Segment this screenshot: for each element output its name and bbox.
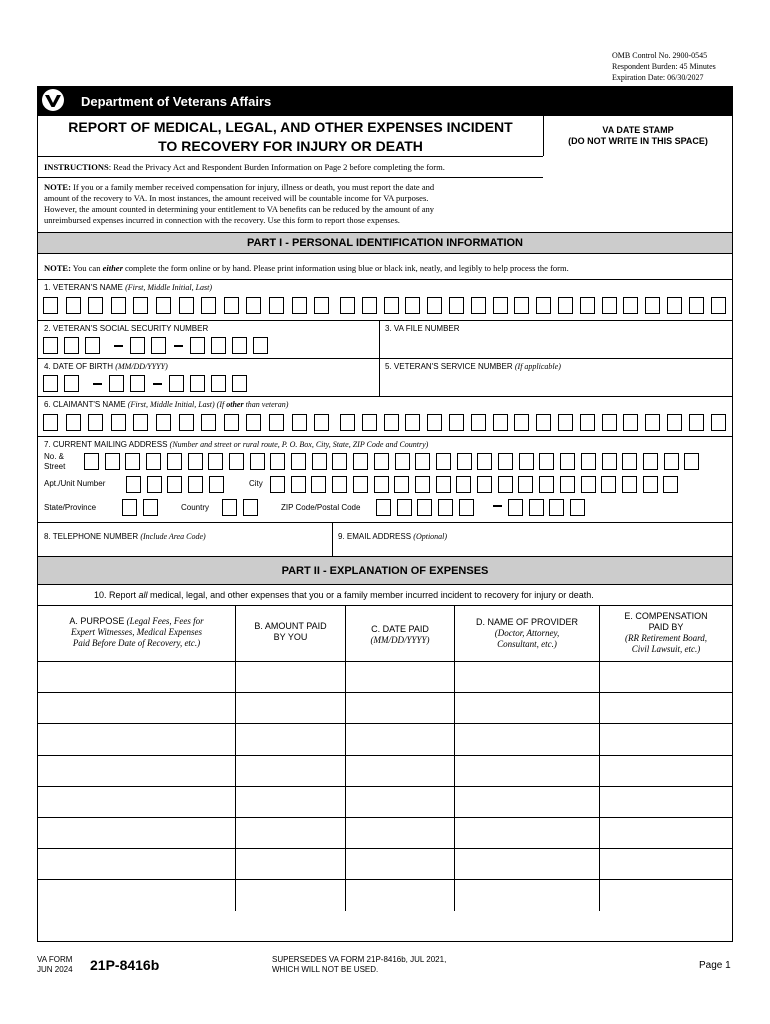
expense-compensation-cell[interactable] <box>599 848 732 879</box>
street-box[interactable] <box>229 453 244 470</box>
city-box[interactable] <box>456 476 471 493</box>
zip-code-box[interactable] <box>459 499 474 516</box>
note-label: NOTE: <box>44 182 71 192</box>
ssn-part2-box[interactable] <box>130 337 145 354</box>
col-c-hint: (MM/DD/YYYY) <box>370 635 430 645</box>
apt-unit-box[interactable] <box>147 476 162 493</box>
claimant-last-name-box[interactable] <box>449 414 464 431</box>
department-header <box>37 86 733 115</box>
claimant-first-name-box[interactable] <box>66 414 81 431</box>
first-name-box[interactable] <box>133 297 148 314</box>
claimant-last-name-box[interactable] <box>493 414 508 431</box>
veteran-name-section <box>38 279 732 320</box>
street-box[interactable] <box>415 453 430 470</box>
city-box[interactable] <box>663 476 678 493</box>
col-d-title: D. NAME OF PROVIDER <box>475 617 578 627</box>
form-title-line1: REPORT OF MEDICAL, LEGAL, AND OTHER EXPENSES INCIDENT <box>68 119 513 135</box>
city-box[interactable] <box>477 476 492 493</box>
expense-amount-cell[interactable] <box>235 817 345 848</box>
telephone-label: 8. TELEPHONE NUMBER <box>44 532 139 541</box>
apt-unit-box[interactable] <box>188 476 203 493</box>
expense-date-cell[interactable] <box>345 661 454 692</box>
street-box[interactable] <box>602 453 617 470</box>
claimant-name-hint: (First, Middle Initial, Last) (If <box>127 400 227 409</box>
instructions-note <box>38 177 543 232</box>
street-box[interactable] <box>208 453 223 470</box>
dob-month-box[interactable] <box>43 375 58 392</box>
city-box[interactable] <box>291 476 306 493</box>
service-number-label: 5. VETERAN'S SERVICE NUMBER <box>385 362 513 371</box>
claimant-name-label: 6. CLAIMANT'S NAME <box>44 400 126 409</box>
ssn-part3-box[interactable] <box>211 337 226 354</box>
instructions-text: : Read the Privacy Act and Respondent Burden Information on Page 2 before completing the form. <box>108 162 445 172</box>
footer-page-number: Page 1 <box>699 960 731 971</box>
form-body <box>37 115 733 942</box>
stamp-note: (DO NOT WRITE IN THIS SPACE) <box>568 136 708 146</box>
note-line-4: unreimbursed expenses incurred in connection with the recovery. Use this form to report those expenses. <box>44 215 400 225</box>
claimant-last-name-box[interactable] <box>558 414 573 431</box>
street-box[interactable] <box>560 453 575 470</box>
claimant-last-name-box[interactable] <box>602 414 617 431</box>
column-date <box>345 605 454 661</box>
footer-form-number: 21P-8416b <box>90 957 160 973</box>
claimant-last-name-box[interactable] <box>427 414 442 431</box>
claimant-first-name-box[interactable] <box>292 414 307 431</box>
telephone-hint: (Include Area Code) <box>140 532 206 541</box>
stamp-label: VA DATE STAMP <box>602 125 674 135</box>
ssn-part1-box[interactable] <box>43 337 58 354</box>
last-name-box[interactable] <box>623 297 638 314</box>
dob-year-box[interactable] <box>211 375 226 392</box>
street-box[interactable] <box>146 453 161 470</box>
expense-purpose-cell[interactable] <box>38 661 235 692</box>
department-name: Department of Veterans Affairs <box>81 94 272 109</box>
city-box[interactable] <box>332 476 347 493</box>
street-box[interactable] <box>312 453 327 470</box>
va-seal-icon <box>41 88 65 112</box>
claimant-last-name-box[interactable] <box>623 414 638 431</box>
claimant-first-name-box[interactable] <box>111 414 126 431</box>
street-box[interactable] <box>436 453 451 470</box>
first-name-box[interactable] <box>201 297 216 314</box>
part1-note-post: complete the form online or by hand. Please print information using blue or black ink, neatly, and legibly to help process the form. <box>122 263 569 273</box>
last-name-box[interactable] <box>471 297 486 314</box>
telephone-section[interactable] <box>38 522 332 556</box>
va-date-stamp-area <box>543 116 732 156</box>
zip-plus4-box[interactable] <box>570 499 585 516</box>
last-name-box[interactable] <box>536 297 551 314</box>
expense-provider-cell[interactable] <box>454 723 599 754</box>
ssn-part1-box[interactable] <box>64 337 79 354</box>
claimant-last-name-box[interactable] <box>471 414 486 431</box>
apt-unit-box[interactable] <box>209 476 224 493</box>
omb-expiration: Expiration Date: 06/30/2027 <box>612 73 704 82</box>
expense-provider-cell[interactable] <box>454 786 599 817</box>
expense-date-cell[interactable] <box>345 692 454 723</box>
expense-amount-cell[interactable] <box>235 692 345 723</box>
city-box[interactable] <box>436 476 451 493</box>
dob-section <box>38 358 379 396</box>
city-box[interactable] <box>394 476 409 493</box>
part2-heading: PART II - EXPLANATION OF EXPENSES <box>38 556 732 584</box>
column-amount <box>235 605 345 661</box>
zip-code-box[interactable] <box>417 499 432 516</box>
street-box[interactable] <box>105 453 120 470</box>
expense-compensation-cell[interactable] <box>599 879 732 910</box>
separator-dash <box>114 345 123 347</box>
claimant-last-name-box[interactable] <box>645 414 660 431</box>
country-box[interactable] <box>222 499 237 516</box>
zip-code-box[interactable] <box>438 499 453 516</box>
expense-purpose-cell[interactable] <box>38 879 235 910</box>
street-box[interactable] <box>457 453 472 470</box>
last-name-box[interactable] <box>427 297 442 314</box>
part1-note-em: either <box>102 263 123 273</box>
expense-amount-cell[interactable] <box>235 879 345 910</box>
column-provider <box>454 605 599 661</box>
claimant-last-name-box[interactable] <box>514 414 529 431</box>
expense-compensation-cell[interactable] <box>599 786 732 817</box>
separator-dash <box>93 383 102 385</box>
claimant-first-name-box[interactable] <box>133 414 148 431</box>
claimant-first-name-box[interactable] <box>201 414 216 431</box>
expense-date-cell[interactable] <box>345 755 454 786</box>
first-name-box[interactable] <box>156 297 171 314</box>
claimant-name-section <box>38 396 732 436</box>
va-file-number-section[interactable] <box>379 320 732 358</box>
middle-initial-box[interactable] <box>314 297 329 314</box>
claimant-first-name-box[interactable] <box>156 414 171 431</box>
expense-amount-cell[interactable] <box>235 786 345 817</box>
expense-provider-cell[interactable] <box>454 879 599 910</box>
expense-compensation-cell[interactable] <box>599 817 732 848</box>
expense-date-cell[interactable] <box>345 723 454 754</box>
claimant-first-name-box[interactable] <box>269 414 284 431</box>
apt-unit-box[interactable] <box>167 476 182 493</box>
separator-dash <box>153 383 162 385</box>
apt-unit-box[interactable] <box>126 476 141 493</box>
expense-date-cell[interactable] <box>345 879 454 910</box>
last-name-box[interactable] <box>514 297 529 314</box>
expense-amount-cell[interactable] <box>235 723 345 754</box>
note-line-1: If you or a family member received compensation for injury, illness or death, you must report the date and <box>73 182 435 192</box>
expense-purpose-cell[interactable] <box>38 786 235 817</box>
street-box[interactable] <box>353 453 368 470</box>
first-name-box[interactable] <box>66 297 81 314</box>
street-box[interactable] <box>270 453 285 470</box>
address-label: 7. CURRENT MAILING ADDRESS <box>44 440 168 449</box>
claimant-last-name-box[interactable] <box>711 414 726 431</box>
street-box[interactable] <box>395 453 410 470</box>
claimant-name-hint-em: other <box>226 400 244 409</box>
claimant-last-name-box[interactable] <box>580 414 595 431</box>
state-box[interactable] <box>122 499 137 516</box>
expense-purpose-cell[interactable] <box>38 755 235 786</box>
col-d-hint2: Consultant, etc.) <box>497 639 557 649</box>
omb-info <box>612 50 716 83</box>
last-name-box[interactable] <box>493 297 508 314</box>
footer-form-label <box>37 955 73 975</box>
city-box[interactable] <box>643 476 658 493</box>
state-box[interactable] <box>143 499 158 516</box>
street-box[interactable] <box>291 453 306 470</box>
street-box[interactable] <box>84 453 99 470</box>
claimant-first-name-box[interactable] <box>43 414 58 431</box>
street-box[interactable] <box>167 453 182 470</box>
last-name-box[interactable] <box>340 297 355 314</box>
expense-amount-cell[interactable] <box>235 755 345 786</box>
country-box[interactable] <box>243 499 258 516</box>
dob-label: 4. DATE OF BIRTH <box>44 362 114 371</box>
col-e-title: E. COMPENSATION <box>624 611 708 621</box>
street-box[interactable] <box>519 453 534 470</box>
city-box[interactable] <box>581 476 596 493</box>
dob-day-box[interactable] <box>130 375 145 392</box>
instructions <box>38 156 543 177</box>
last-name-box[interactable] <box>580 297 595 314</box>
claimant-name-hint-post: than veteran) <box>243 400 289 409</box>
ssn-part2-box[interactable] <box>151 337 166 354</box>
col-e-sub: PAID BY <box>648 622 684 632</box>
va-file-number-label: 3. VA FILE NUMBER <box>385 324 460 333</box>
zip-label: ZIP Code/Postal Code <box>281 503 361 512</box>
form-title <box>38 116 543 156</box>
city-box[interactable] <box>622 476 637 493</box>
zip-plus4-box[interactable] <box>549 499 564 516</box>
city-box[interactable] <box>498 476 513 493</box>
first-name-box[interactable] <box>246 297 261 314</box>
country-label: Country <box>181 503 210 512</box>
expense-purpose-cell[interactable] <box>38 692 235 723</box>
ssn-label: 2. VETERAN'S SOCIAL SECURITY NUMBER <box>44 324 209 333</box>
claimant-last-name-box[interactable] <box>340 414 355 431</box>
street-box[interactable] <box>539 453 554 470</box>
omb-burden: Respondent Burden: 45 Minutes <box>612 62 716 71</box>
expense-date-cell[interactable] <box>345 848 454 879</box>
claimant-last-name-box[interactable] <box>689 414 704 431</box>
street-box[interactable] <box>643 453 658 470</box>
street-box[interactable] <box>374 453 389 470</box>
street-label: No. & Street <box>44 452 66 471</box>
veteran-name-label: 1. VETERAN'S NAME <box>44 283 123 292</box>
expense-compensation-cell[interactable] <box>599 692 732 723</box>
last-name-box[interactable] <box>449 297 464 314</box>
col-a-hint1: (Legal Fees, Fees for <box>124 616 204 626</box>
street-box[interactable] <box>332 453 347 470</box>
zip-code-box[interactable] <box>397 499 412 516</box>
email-section[interactable] <box>332 522 732 556</box>
claimant-first-name-box[interactable] <box>224 414 239 431</box>
zip-code-box[interactable] <box>376 499 391 516</box>
footer-date: JUN 2024 <box>37 965 73 974</box>
dob-year-box[interactable] <box>232 375 247 392</box>
expense-provider-cell[interactable] <box>454 755 599 786</box>
claimant-first-name-box[interactable] <box>246 414 261 431</box>
last-name-box[interactable] <box>405 297 420 314</box>
ssn-section <box>38 320 379 358</box>
expense-compensation-cell[interactable] <box>599 755 732 786</box>
dob-hint: (MM/DD/YYYY) <box>115 362 168 371</box>
part1-heading: PART I - PERSONAL IDENTIFICATION INFORMATION <box>38 232 732 253</box>
veteran-name-hint: (First, Middle Initial, Last) <box>125 283 213 292</box>
claimant-first-name-box[interactable] <box>179 414 194 431</box>
expense-provider-cell[interactable] <box>454 661 599 692</box>
col-b-title: B. AMOUNT PAID <box>254 621 327 631</box>
street-box[interactable] <box>498 453 513 470</box>
expense-provider-cell[interactable] <box>454 817 599 848</box>
footer-va-form: VA FORM <box>37 955 73 964</box>
col-b-sub: BY YOU <box>273 632 308 642</box>
service-number-hint: (If applicable) <box>514 362 561 371</box>
city-box[interactable] <box>539 476 554 493</box>
col-e-hint2: Civil Lawsuit, etc.) <box>631 644 701 654</box>
instructions-label: INSTRUCTIONS <box>44 162 109 172</box>
omb-control: OMB Control No. 2900-0545 <box>612 51 708 60</box>
city-box[interactable] <box>353 476 368 493</box>
col-d-hint1: (Doctor, Attorney, <box>494 628 560 638</box>
last-name-box[interactable] <box>384 297 399 314</box>
footer-supersedes-2: WHICH WILL NOT BE USED. <box>272 965 379 974</box>
footer-supersedes <box>272 955 446 975</box>
state-label: State/Province <box>44 503 97 512</box>
form-title-line2: TO RECOVERY FOR INJURY OR DEATH <box>158 138 423 154</box>
separator-dash <box>174 345 183 347</box>
email-label: 9. EMAIL ADDRESS <box>338 532 412 541</box>
street-box[interactable] <box>250 453 265 470</box>
last-name-box[interactable] <box>362 297 377 314</box>
ssn-part3-box[interactable] <box>253 337 268 354</box>
city-box[interactable] <box>601 476 616 493</box>
first-name-box[interactable] <box>269 297 284 314</box>
street-box[interactable] <box>581 453 596 470</box>
first-name-box[interactable] <box>224 297 239 314</box>
email-hint: (Optional) <box>413 532 448 541</box>
first-name-box[interactable] <box>43 297 58 314</box>
first-name-box[interactable] <box>88 297 103 314</box>
first-name-box[interactable] <box>179 297 194 314</box>
dob-year-box[interactable] <box>190 375 205 392</box>
claimant-last-name-box[interactable] <box>405 414 420 431</box>
column-purpose <box>38 605 235 661</box>
city-label: City <box>249 479 263 488</box>
part1-note <box>38 253 732 279</box>
city-box[interactable] <box>518 476 533 493</box>
city-box[interactable] <box>415 476 430 493</box>
note-line-2: amount of the recovery to VA. In most instances, the amount received will be countable income for VA purposes. <box>44 193 429 203</box>
column-compensation <box>599 605 732 661</box>
street-box[interactable] <box>125 453 140 470</box>
expense-compensation-cell[interactable] <box>599 661 732 692</box>
expense-purpose-cell[interactable] <box>38 723 235 754</box>
expense-amount-cell[interactable] <box>235 848 345 879</box>
expense-provider-cell[interactable] <box>454 848 599 879</box>
zip-plus4-box[interactable] <box>529 499 544 516</box>
street-box[interactable] <box>622 453 637 470</box>
street-box[interactable] <box>684 453 699 470</box>
col-e-hint1: (RR Retirement Board, <box>624 633 708 643</box>
street-box[interactable] <box>664 453 679 470</box>
apt-label: Apt./Unit Number <box>44 479 106 488</box>
address-section <box>38 436 732 522</box>
ssn-part1-box[interactable] <box>85 337 100 354</box>
city-box[interactable] <box>560 476 575 493</box>
city-box[interactable] <box>311 476 326 493</box>
part2-instruction-post: medical, legal, and other expenses that you or a family member incurred incident to recovery for injury or death. <box>147 590 594 600</box>
last-name-box[interactable] <box>667 297 682 314</box>
part1-note-pre: You can <box>72 263 103 273</box>
ssn-part3-box[interactable] <box>232 337 247 354</box>
col-a-hint3: Paid Before Date of Recovery, etc.) <box>72 638 201 648</box>
claimant-last-name-box[interactable] <box>362 414 377 431</box>
expense-purpose-cell[interactable] <box>38 848 235 879</box>
claimant-first-name-box[interactable] <box>88 414 103 431</box>
expense-amount-cell[interactable] <box>235 661 345 692</box>
last-name-box[interactable] <box>711 297 726 314</box>
claimant-last-name-box[interactable] <box>667 414 682 431</box>
claimant-middle-initial-box[interactable] <box>314 414 329 431</box>
street-box[interactable] <box>477 453 492 470</box>
ssn-part3-box[interactable] <box>190 337 205 354</box>
last-name-box[interactable] <box>689 297 704 314</box>
part1-note-label: NOTE: <box>44 263 71 273</box>
dob-month-box[interactable] <box>64 375 79 392</box>
claimant-last-name-box[interactable] <box>384 414 399 431</box>
expense-compensation-cell[interactable] <box>599 723 732 754</box>
city-box[interactable] <box>374 476 389 493</box>
address-hint: (Number and street or rural route, P. O. Box, City, State, ZIP Code and Country) <box>169 440 429 449</box>
first-name-box[interactable] <box>111 297 126 314</box>
expense-date-cell[interactable] <box>345 786 454 817</box>
last-name-box[interactable] <box>602 297 617 314</box>
last-name-box[interactable] <box>558 297 573 314</box>
expense-purpose-cell[interactable] <box>38 817 235 848</box>
claimant-last-name-box[interactable] <box>536 414 551 431</box>
note-line-3: However, the amount counted in determining your entitlement to VA benefits can be reduced by the amount of any <box>44 204 435 214</box>
expense-date-cell[interactable] <box>345 817 454 848</box>
footer-supersedes-1: SUPERSEDES VA FORM 21P-8416b, JUL 2021, <box>272 955 447 964</box>
expense-provider-cell[interactable] <box>454 692 599 723</box>
city-box[interactable] <box>270 476 285 493</box>
col-a-title: A. PURPOSE <box>69 616 125 626</box>
dob-year-box[interactable] <box>169 375 184 392</box>
separator-dash <box>493 505 502 507</box>
service-number-section[interactable] <box>379 358 732 396</box>
col-c-title: C. DATE PAID <box>371 624 429 634</box>
first-name-box[interactable] <box>292 297 307 314</box>
part2-instruction-em: all <box>138 590 148 600</box>
street-box[interactable] <box>188 453 203 470</box>
part2-instruction-pre: 10. Report <box>94 590 139 600</box>
last-name-box[interactable] <box>645 297 660 314</box>
col-a-hint2: Expert Witnesses, Medical Expenses <box>71 627 202 637</box>
dob-day-box[interactable] <box>109 375 124 392</box>
zip-plus4-box[interactable] <box>508 499 523 516</box>
part2-instruction <box>38 584 732 605</box>
